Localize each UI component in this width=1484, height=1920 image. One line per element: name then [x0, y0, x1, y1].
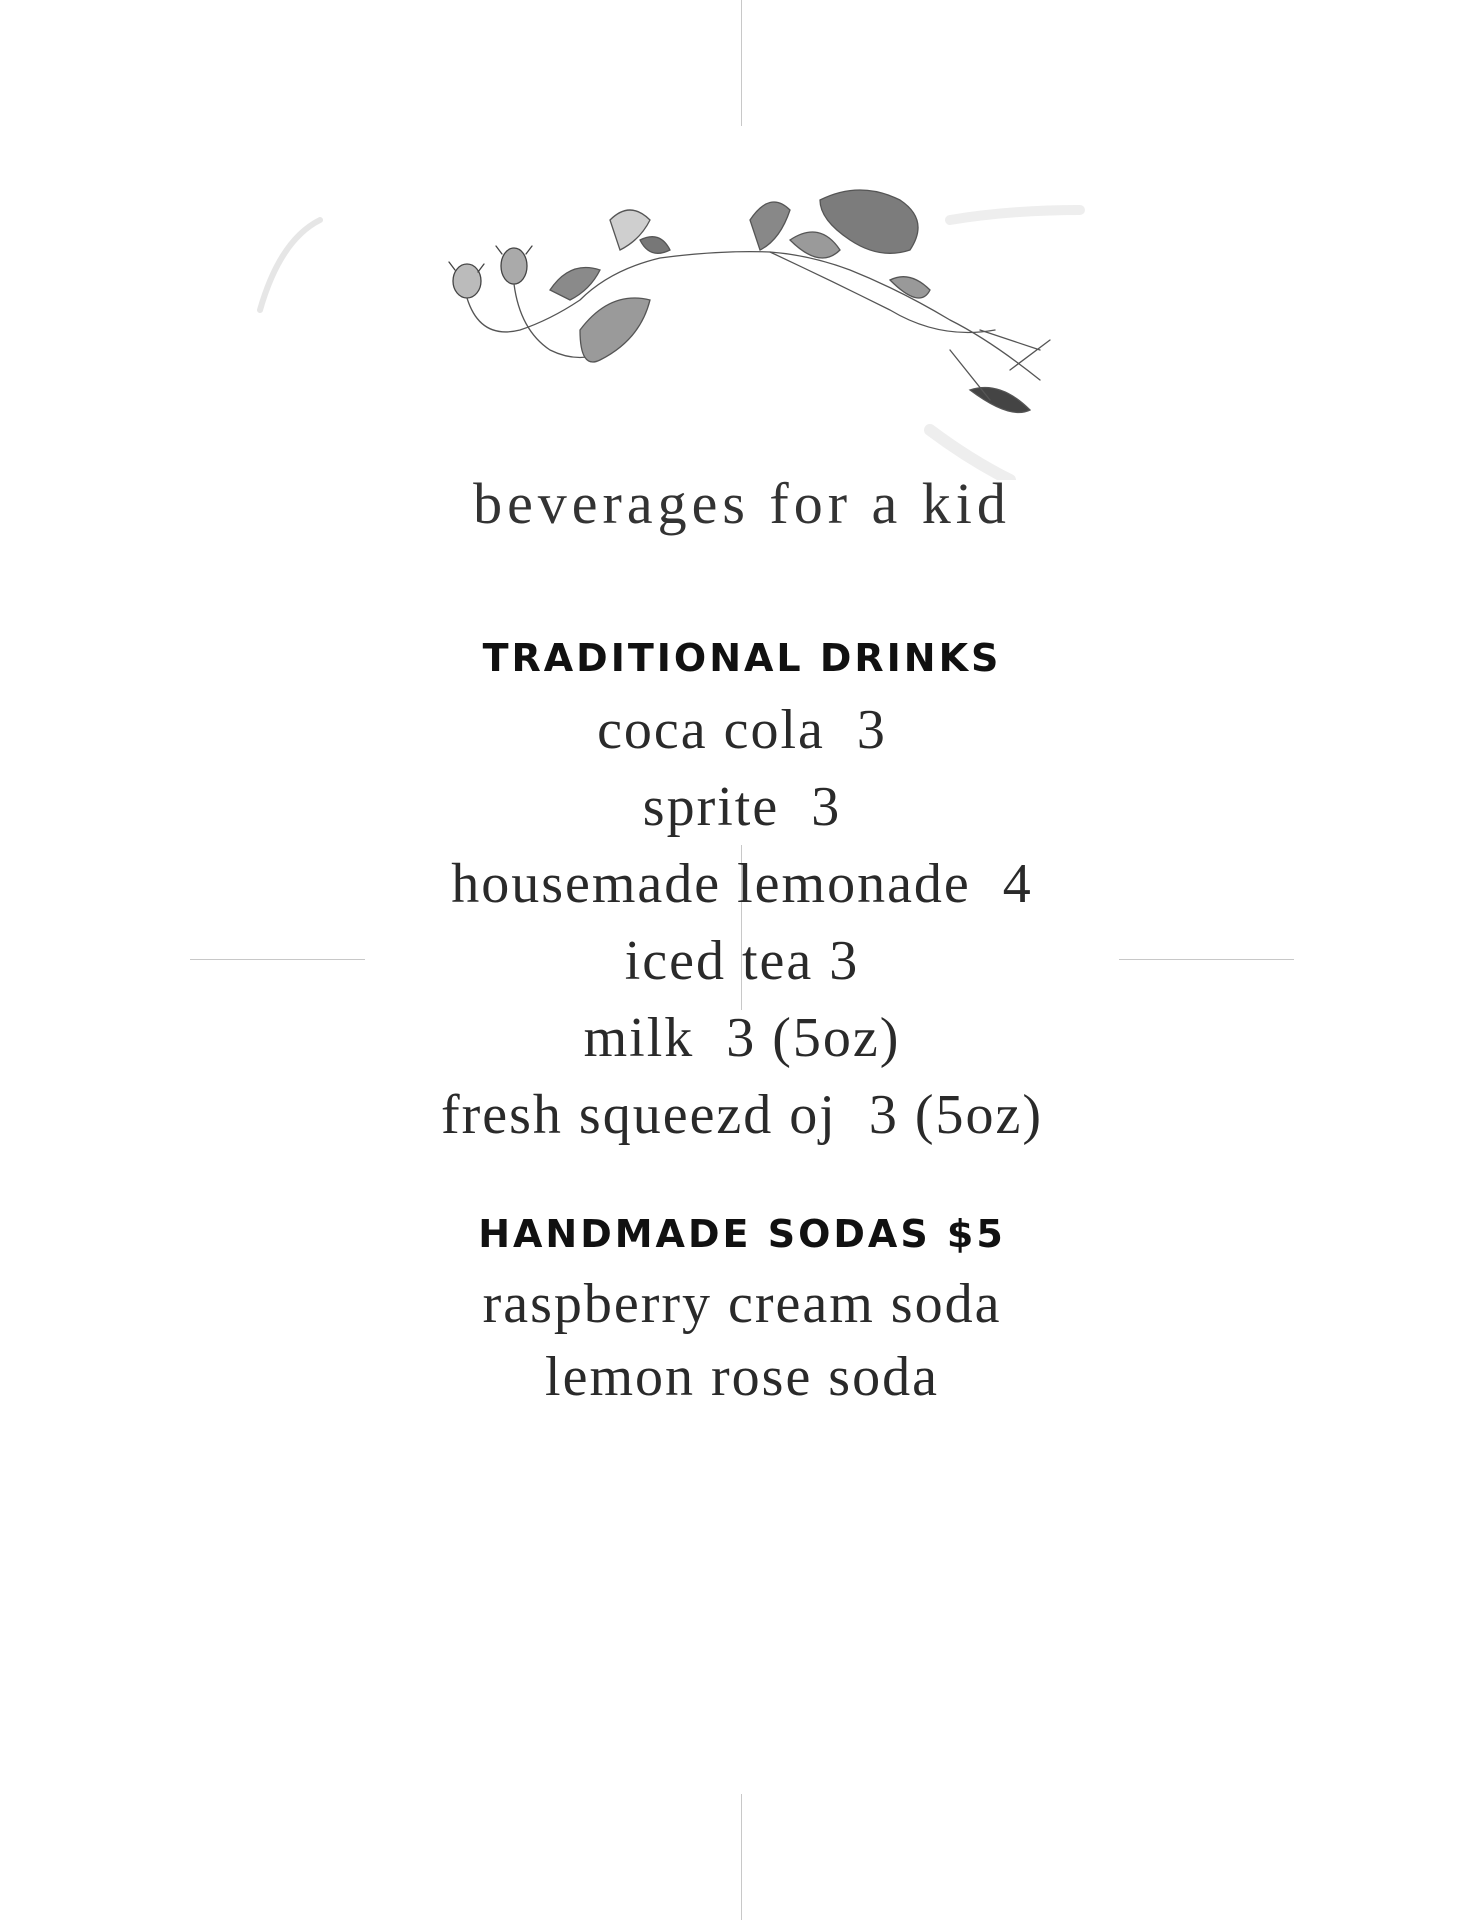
- traditional-drinks-list: [0, 692, 1484, 1154]
- menu-item: raspberry cream soda: [482, 1273, 1002, 1335]
- menu-item: sprite 3: [642, 776, 842, 838]
- menu-item: iced tea 3: [624, 930, 860, 992]
- page-title: beverages for a kid: [473, 471, 1011, 536]
- menu-item: housemade lemonade 4: [451, 853, 1033, 915]
- handmade-sodas-list: [0, 1268, 1484, 1414]
- crop-mark-top: [741, 0, 742, 126]
- menu-item: coca cola 3: [597, 699, 887, 761]
- menu-item: fresh squeezd oj 3 (5oz): [440, 1084, 1043, 1146]
- section-heading-handmade-sodas: HANDMADE SODAS $5: [478, 1212, 1006, 1256]
- menu-item: lemon rose soda: [545, 1346, 939, 1408]
- menu-item: milk 3 (5oz): [583, 1007, 901, 1069]
- section-heading-traditional-drinks: TRADITIONAL DRINKS: [482, 636, 1002, 680]
- crop-mark-bottom: [741, 1794, 742, 1920]
- botanical-branch-sketch-icon: [250, 180, 1110, 480]
